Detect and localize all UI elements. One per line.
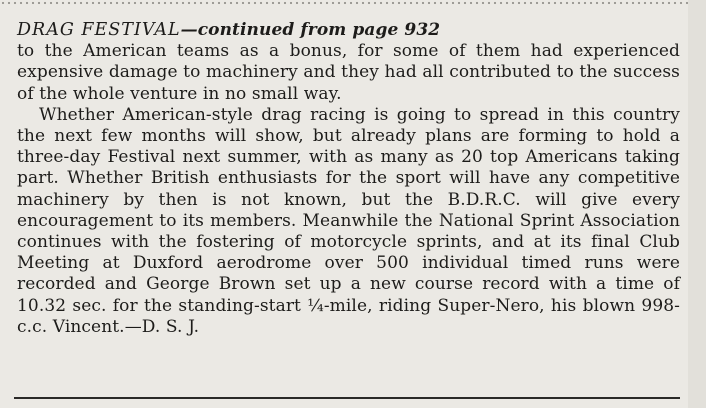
page-margin bbox=[688, 0, 706, 408]
article-body bbox=[17, 20, 680, 338]
paragraph bbox=[17, 105, 680, 338]
continuation-note: —continued from page 932 bbox=[180, 20, 441, 40]
author-signature: —D. S. J. bbox=[124, 316, 200, 337]
perforated-edge bbox=[0, 0, 706, 6]
divider-rule bbox=[14, 397, 680, 399]
paragraph-text: Whether American-style drag racing is going to spread in this country the next few months will show, but already plans are forming to hold a three-day Festival next summer, with as many as 20 top Americans taking part. Whether British enthusiasts for the sport will have any competitive machinery by then is not known, but the B.D.R.C. will give every encouragement to its members. Meanwhile the National Sprint Association continues with the fostering of motorcycle sprints, and at its final Club Meeting at Duxford aerodrome over 500 individual timed runs were recorded and George Brown set up a new course record with a time of 10.32 sec. for the standing-start ¼-mile, riding Super-Nero, his blown 998-c.c. Vincent. bbox=[17, 104, 680, 337]
article-header bbox=[17, 20, 680, 41]
article-heading: DRAG FESTIVAL bbox=[17, 20, 181, 40]
paragraph-text: to the American teams as a bonus, for some of them had experienced expensive damage to machinery and they had all contributed to the success of the whole venture in no small way. bbox=[17, 41, 680, 104]
paragraph bbox=[17, 41, 680, 105]
